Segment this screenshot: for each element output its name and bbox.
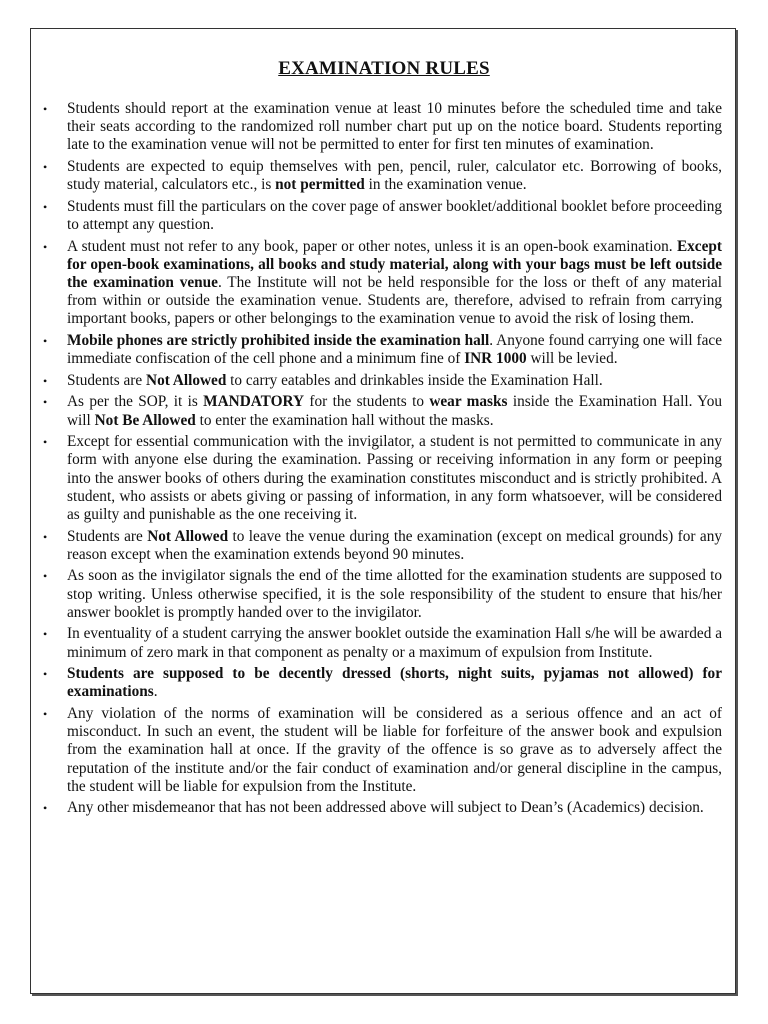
bullet-icon: • <box>43 706 48 721</box>
page-title: EXAMINATION RULES <box>278 58 490 79</box>
rule-text: to carry eatables and drinkables inside the Examination Hall. <box>226 371 603 389</box>
bullet-icon: • <box>43 102 48 116</box>
rule-text: As per the SOP, it is <box>67 393 204 411</box>
rule-item <box>40 625 722 661</box>
rules-list <box>40 100 722 821</box>
rule-item <box>40 198 722 234</box>
rule-text-bold: not permitted <box>275 176 365 194</box>
rule-text-bold: Not Be Allowed <box>94 411 196 429</box>
rule-text: . Anyone found carrying one will face immediate confiscation of the cell phone and a minimum fine of <box>67 332 722 368</box>
bullet-icon: • <box>43 435 48 450</box>
rule-text-bold: Not Allowed <box>146 371 227 389</box>
rule-text: will be levied. <box>526 350 618 368</box>
rule-text: Students should report at the examination venue at least 10 minutes before the scheduled time and take their seats according to the randomized roll number chart put up on the notice board. Students reporting late to the examination venue will not be permitted to enter for first ten minutes of examination. <box>67 100 722 154</box>
bullet-icon: • <box>43 334 48 348</box>
bullet-icon: • <box>43 627 48 642</box>
rule-item <box>40 528 722 564</box>
rule-text: . <box>153 683 158 701</box>
rule-item <box>40 238 722 329</box>
rule-text: Any violation of the norms of examination will be considered as a serious offence and an act of misconduct. In such an event, the student will be liable for forfeiture of the answer book and expulsion from the examination hall at once. If the gravity of the offence is so grave as to adversely affect the reputation of the institute and/or the fair conduct of examination and/or general discipline in the campus, the student will be liable for expulsion from the Institute. <box>67 704 722 795</box>
rule-text-bold: Except for open-book examinations, all books and study material, along with your bags must be left outside the examination venue <box>67 237 722 291</box>
rule-text-bold: Not Allowed <box>147 527 229 545</box>
rule-text: As soon as the invigilator signals the end of the time allotted for the examination students are supposed to stop writing. Unless otherwise specified, it is the sole responsibility of the student to ensure that his/her answer booklet is promptly handed over to the invigilator. <box>67 567 722 621</box>
bullet-icon: • <box>43 373 48 388</box>
rule-text-bold: Mobile phones are strictly prohibited inside the examination hall <box>67 332 490 349</box>
rule-text: to enter the examination hall without the masks. <box>195 411 494 429</box>
rule-text: Any other misdemeanor that has not been addressed above will subject to Dean’s (Academics) decision. <box>67 799 704 817</box>
bullet-icon: • <box>43 529 48 544</box>
rule-item <box>40 433 722 524</box>
rule-text: Students must fill the particulars on the cover page of answer booklet/additional booklet before proceeding to attempt any question. <box>67 197 722 233</box>
rule-text-bold: Students are supposed to be decently dressed (shorts, night suits, pyjamas not allowed) for examinations <box>67 665 722 701</box>
rule-text-bold: wear masks <box>429 393 508 411</box>
rule-text: Students are expected to equip themselves with pen, pencil, ruler, calculator etc. Borrowing of books, study material, calculators etc., is <box>67 158 722 194</box>
bullet-icon: • <box>43 667 48 682</box>
bullet-icon: • <box>43 160 48 174</box>
rule-item <box>40 158 722 194</box>
rule-text-bold: INR 1000 <box>464 350 527 368</box>
rule-text: In eventuality of a student carrying the answer booklet outside the examination Hall s/he will be awarded a minimum of zero mark in that component as penalty or a maximum of expulsion from Institute. <box>67 625 722 661</box>
rule-item <box>40 567 722 622</box>
rule-item <box>40 799 722 817</box>
rule-text: . The Institute will not be held responsible for the loss or theft of any material from within or outside the examination venue. Students are, therefore, advised to refrain from carrying important books, papers or other belongings to the examination venue to avoid the risk of losing them. <box>67 274 722 328</box>
rule-text: Except for essential communication with the invigilator, a student is not permitted to communicate in any form with anyone else during the examination. Passing or receiving information in any form or peeping into the answer books of others during the examination constitutes misconduct and is strictly prohibited. A student, who assists or abets giving or passing of information, in any form whatsoever, will be considered as guilty and punishable as the one receiving it. <box>67 433 722 523</box>
rule-item <box>40 100 722 155</box>
bullet-icon: • <box>43 199 48 214</box>
rule-item <box>40 372 722 390</box>
rule-item <box>40 332 722 368</box>
rule-text: Students are <box>67 527 148 545</box>
rule-text: in the examination venue. <box>364 176 527 194</box>
rule-text-bold: MANDATORY <box>203 393 305 411</box>
rule-text: A student must not refer to any book, paper or other notes, unless it is an open-book examination. <box>67 237 677 255</box>
rule-item <box>40 393 722 429</box>
bullet-icon: • <box>43 239 48 254</box>
bullet-icon: • <box>43 801 48 816</box>
rule-item <box>40 665 722 701</box>
rule-text: to leave the venue during the examination (except on medical grounds) for any reason except when the examination extends beyond 90 minutes. <box>67 527 722 563</box>
rule-text: for the students to <box>304 393 430 411</box>
rule-text: Students are <box>67 371 147 389</box>
rule-text: inside the Examination Hall. You will <box>67 393 722 429</box>
rule-item <box>40 705 722 796</box>
bullet-icon: • <box>43 569 48 584</box>
bullet-icon: • <box>43 395 48 410</box>
